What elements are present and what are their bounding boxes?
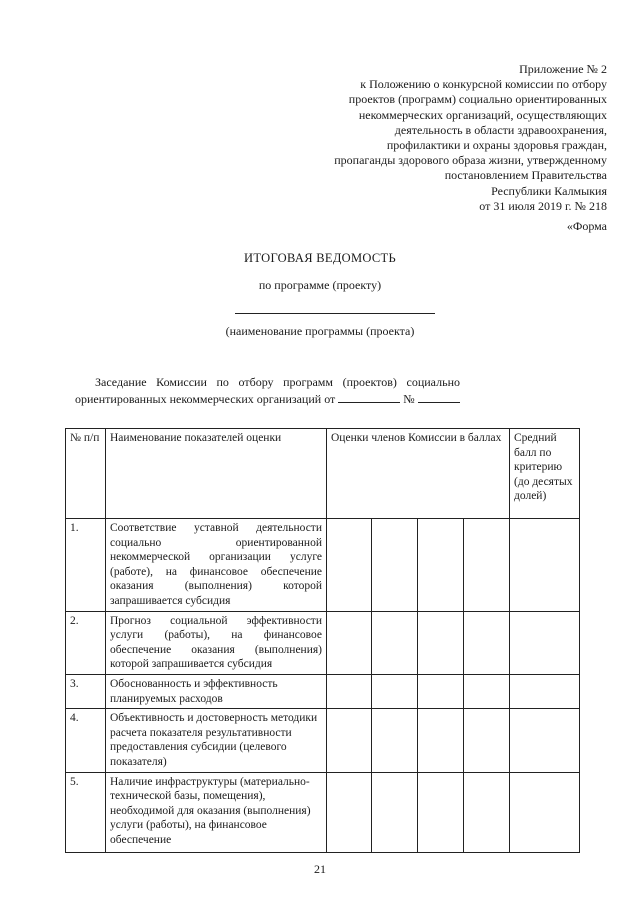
score-cell[interactable] (327, 674, 372, 708)
row-indicator: Соответствие уставной деятельности социально ориентированной некоммерческой организации услуге (работе), на финансовое обеспечение оказания (выполнения) которой запрашивается субсидия (106, 519, 327, 612)
score-cell[interactable] (372, 611, 418, 674)
row-number: 2. (66, 611, 106, 674)
program-name-caption: (наименование программы (проекта) (225, 324, 415, 338)
score-cell[interactable] (464, 772, 510, 852)
score-cell[interactable] (464, 519, 510, 612)
average-cell[interactable] (510, 519, 580, 612)
row-number: 1. (66, 519, 106, 612)
score-cell[interactable] (418, 674, 464, 708)
average-cell[interactable] (510, 709, 580, 772)
appendix-line: постановлением Правительства (444, 168, 607, 183)
number-sign: № (403, 391, 415, 406)
table-row (66, 611, 580, 674)
document-subtitle: по программе (проекту) (258, 278, 382, 292)
score-cell[interactable] (372, 709, 418, 772)
header-num: № п/п (66, 429, 106, 519)
score-cell[interactable] (464, 674, 510, 708)
average-cell[interactable] (510, 674, 580, 708)
score-cell[interactable] (327, 519, 372, 612)
program-name-blank (235, 313, 435, 314)
row-indicator: Прогноз социальной эффективности услуги (работы), на финансовое обеспечение оказания (выполнения) которой запрашивается субсидия (106, 611, 327, 674)
row-indicator: Обоснованность и эффективность планируемых расходов (106, 674, 327, 708)
row-number: 4. (66, 709, 106, 772)
score-cell[interactable] (327, 611, 372, 674)
table-row (66, 674, 580, 708)
number-blank (418, 391, 460, 403)
score-cell[interactable] (327, 709, 372, 772)
appendix-line: от 31 июля 2019 г. № 218 (479, 198, 607, 213)
meeting-line-2 (75, 391, 460, 408)
appendix-line: пропаганды здорового образа жизни, утвержденному (334, 153, 607, 168)
appendix-line: профилактики и охраны здоровья граждан, (386, 138, 607, 153)
table-row (66, 772, 580, 852)
score-cell[interactable] (418, 611, 464, 674)
header-average: Средний балл по критерию (до десятых долей) (510, 429, 580, 519)
score-cell[interactable] (464, 709, 510, 772)
table-row (66, 709, 580, 772)
score-cell[interactable] (418, 519, 464, 612)
header-scores: Оценки членов Комиссии в баллах (327, 429, 510, 519)
score-cell[interactable] (372, 674, 418, 708)
row-indicator: Наличие инфраструктуры (материально-технической базы, помещения), необходимой для оказания (выполнения) услуги (работы), на финансовое обеспечение (106, 772, 327, 852)
appendix-header (297, 62, 607, 214)
appendix-line: проектов (программ) социально ориентированных (348, 92, 607, 107)
appendix-line: Республики Калмыкия (491, 183, 607, 198)
row-number: 5. (66, 772, 106, 852)
meeting-line-1: Заседание Комиссии по отбору программ (проектов) социально (95, 375, 460, 389)
score-cell[interactable] (327, 772, 372, 852)
appendix-line: деятельность в области здравоохранения, (394, 122, 607, 137)
appendix-line: Приложение № 2 (519, 62, 607, 76)
page-number: 21 (314, 862, 326, 876)
average-cell[interactable] (510, 772, 580, 852)
score-cell[interactable] (418, 709, 464, 772)
appendix-line: к Положению о конкурсной комиссии по отбору (360, 77, 607, 92)
header-indicator: Наименование показателей оценки (106, 429, 327, 519)
meeting-statement (75, 375, 460, 407)
row-indicator: Объективность и достоверность методики расчета показателя результативности предоставления субсидии (целевого показателя) (106, 709, 327, 772)
document-title: ИТОГОВАЯ ВЕДОМОСТЬ (244, 251, 396, 265)
date-blank (338, 391, 400, 403)
appendix-line: некоммерческих организаций, осуществляющих (358, 107, 607, 122)
row-number: 3. (66, 674, 106, 708)
table-header-row (66, 429, 580, 519)
table-row (66, 519, 580, 612)
meeting-line-2-text: ориентированных некоммерческих организаций от (75, 391, 336, 406)
average-cell[interactable] (510, 611, 580, 674)
evaluation-table (65, 428, 580, 853)
score-cell[interactable] (372, 519, 418, 612)
form-label: «Форма (566, 219, 607, 233)
score-cell[interactable] (418, 772, 464, 852)
score-cell[interactable] (464, 611, 510, 674)
score-cell[interactable] (372, 772, 418, 852)
